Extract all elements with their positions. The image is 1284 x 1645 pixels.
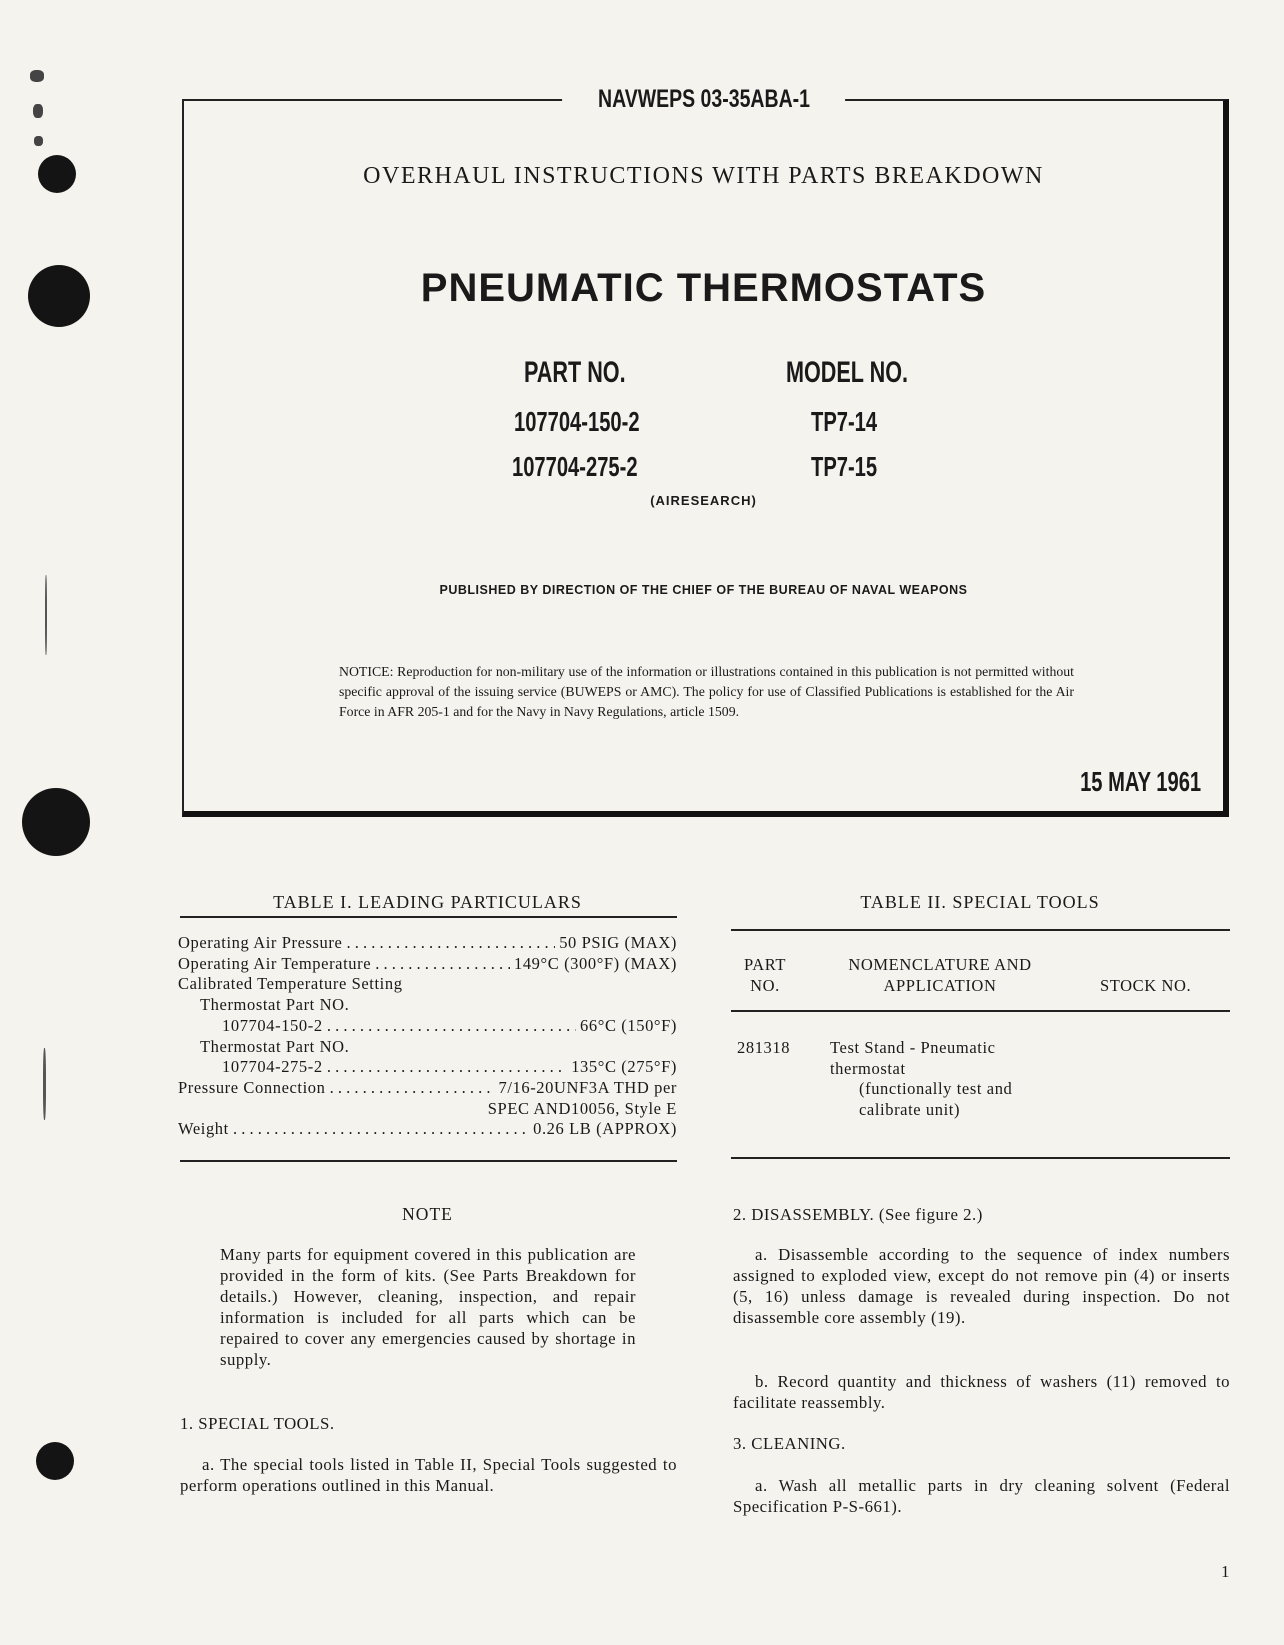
- value: 66°C (150°F): [580, 1015, 677, 1035]
- binder-hole: [28, 265, 90, 327]
- model-number: TP7-14: [811, 406, 878, 437]
- label: Weight . . .: [178, 1119, 529, 1140]
- label: Calibrated Temperature Setting: [178, 974, 403, 994]
- label: Operating Air Temperature . . .: [178, 954, 510, 975]
- manufacturer: (AIRESEARCH): [650, 493, 757, 508]
- value: 135°C (275°F): [571, 1057, 677, 1077]
- binder-holes: [0, 0, 110, 1645]
- label: 107704-150-2 . . .: [222, 1016, 576, 1037]
- section-heading: 3. CLEANING.: [733, 1434, 846, 1453]
- value: 50 PSIG (MAX): [559, 933, 677, 952]
- scan-speck: [34, 136, 43, 146]
- table-row: [178, 954, 677, 975]
- label: Thermostat Part NO.: [200, 1036, 350, 1056]
- table-cell-part: 281318: [737, 1038, 791, 1057]
- binder-hole: [38, 155, 76, 193]
- label: Pressure Connection . . .: [178, 1078, 494, 1099]
- table1-top-rule: [180, 916, 677, 918]
- table2-top-rule: [731, 929, 1230, 931]
- value: 0.26 LB (APPROX): [533, 1119, 677, 1139]
- notice: NOTICE: Reproduction for non-military use of the information or illustrations contained in this publication is not permitted without specific approval of the issuing service (BUWEPS or AMC). The policy for use of Classified Publications is established for the Air Force in AFR 205-1 and for the Navy in Navy Regulations, article 1509.: [339, 664, 1074, 719]
- published-by: PUBLISHED BY DIRECTION OF THE CHIEF OF THE BUREAU OF NAVAL WEAPONS: [439, 583, 968, 597]
- label: Operating Air Pressure . . .: [178, 933, 555, 954]
- page-number: 1: [1221, 1562, 1230, 1581]
- table-row: [178, 1016, 677, 1037]
- column-header-stock: STOCK NO.: [1100, 976, 1192, 995]
- document-id: NAVWEPS 03-35ABA-1: [562, 85, 846, 114]
- publication-date: 15 MAY 1961: [1079, 766, 1201, 797]
- table1-leading-particulars: [178, 933, 677, 1140]
- label: 107704-275-2 . . .: [222, 1057, 567, 1078]
- paragraph: a. The special tools listed in Table II, Special Tools suggested to perform operations outlined in this Manual.: [180, 1455, 677, 1495]
- header-text: PART: [743, 955, 787, 974]
- model-number: TP7-15: [811, 451, 878, 482]
- table1-bottom-rule: [180, 1160, 677, 1162]
- paragraph: a. Wash all metallic parts in dry cleaning solvent (Federal Specification P-S-661).: [733, 1476, 1230, 1516]
- value: SPEC AND10056, Style E: [487, 1098, 677, 1118]
- table2-bottom-rule: [731, 1157, 1230, 1159]
- note-text: Many parts for equipment covered in this publication are provided in the form of kits. (See Parts Breakdown for details.) However, cleaning, inspection, and repair information is included for all parts which can be repaired to cover any emergencies caused by shortage in supply.: [220, 1245, 636, 1369]
- document-subtitle: OVERHAUL INSTRUCTIONS WITH PARTS BREAKDOWN: [363, 163, 1044, 189]
- section-heading: 1. SPECIAL TOOLS.: [180, 1414, 335, 1433]
- header-text: NOMENCLATURE AND: [848, 955, 1032, 974]
- value: 149°C (300°F) (MAX): [513, 953, 677, 973]
- page-title: PNEUMATIC THERMOSTATS: [420, 266, 987, 310]
- table-cell-nomenclature: [830, 1038, 1012, 1121]
- cell-text: calibrate unit): [859, 1100, 961, 1120]
- table2-title: TABLE II. SPECIAL TOOLS: [860, 892, 1100, 912]
- column-header-part: [737, 955, 793, 996]
- table-row: [178, 1057, 677, 1078]
- note-heading: NOTE: [402, 1204, 453, 1224]
- binder-hole: [22, 788, 90, 856]
- table1-title: TABLE I. LEADING PARTICULARS: [273, 892, 582, 912]
- model-no-header: MODEL NO.: [786, 356, 909, 389]
- cell-text: thermostat: [830, 1058, 906, 1078]
- scan-speck: [30, 70, 44, 82]
- part-no-header: PART NO.: [524, 356, 626, 389]
- label: Thermostat Part NO.: [200, 995, 350, 1015]
- binder-hole: [36, 1442, 74, 1480]
- scan-mark: [43, 1048, 46, 1120]
- cell-text: Test Stand - Pneumatic: [830, 1038, 996, 1057]
- scan-mark: [45, 575, 47, 655]
- table2-header-rule: [731, 1010, 1230, 1012]
- scan-speck: [33, 104, 43, 118]
- paragraph: b. Record quantity and thickness of washers (11) removed to facilitate reassembly.: [733, 1372, 1230, 1412]
- table-row: [178, 1119, 677, 1140]
- cell-text: (functionally test and: [859, 1079, 1013, 1099]
- header-text: NO.: [750, 975, 780, 995]
- section-heading: 2. DISASSEMBLY. (See figure 2.): [733, 1205, 983, 1224]
- title-block: [182, 85, 1229, 817]
- part-number: 107704-275-2: [512, 451, 638, 482]
- table-row: [178, 1078, 677, 1099]
- column-header-nomenclature: [820, 955, 1060, 996]
- part-number: 107704-150-2: [514, 406, 640, 437]
- paragraph: a. Disassemble according to the sequence of index numbers assigned to exploded view, except do not remove pin (4) or inserts (5, 16) unless damage is revealed during inspection. Do not disassemble core assembly (19).: [733, 1245, 1230, 1327]
- table-row: [178, 933, 677, 954]
- value: 7/16-20UNF3A THD per: [498, 1077, 677, 1097]
- header-text: APPLICATION: [883, 975, 997, 995]
